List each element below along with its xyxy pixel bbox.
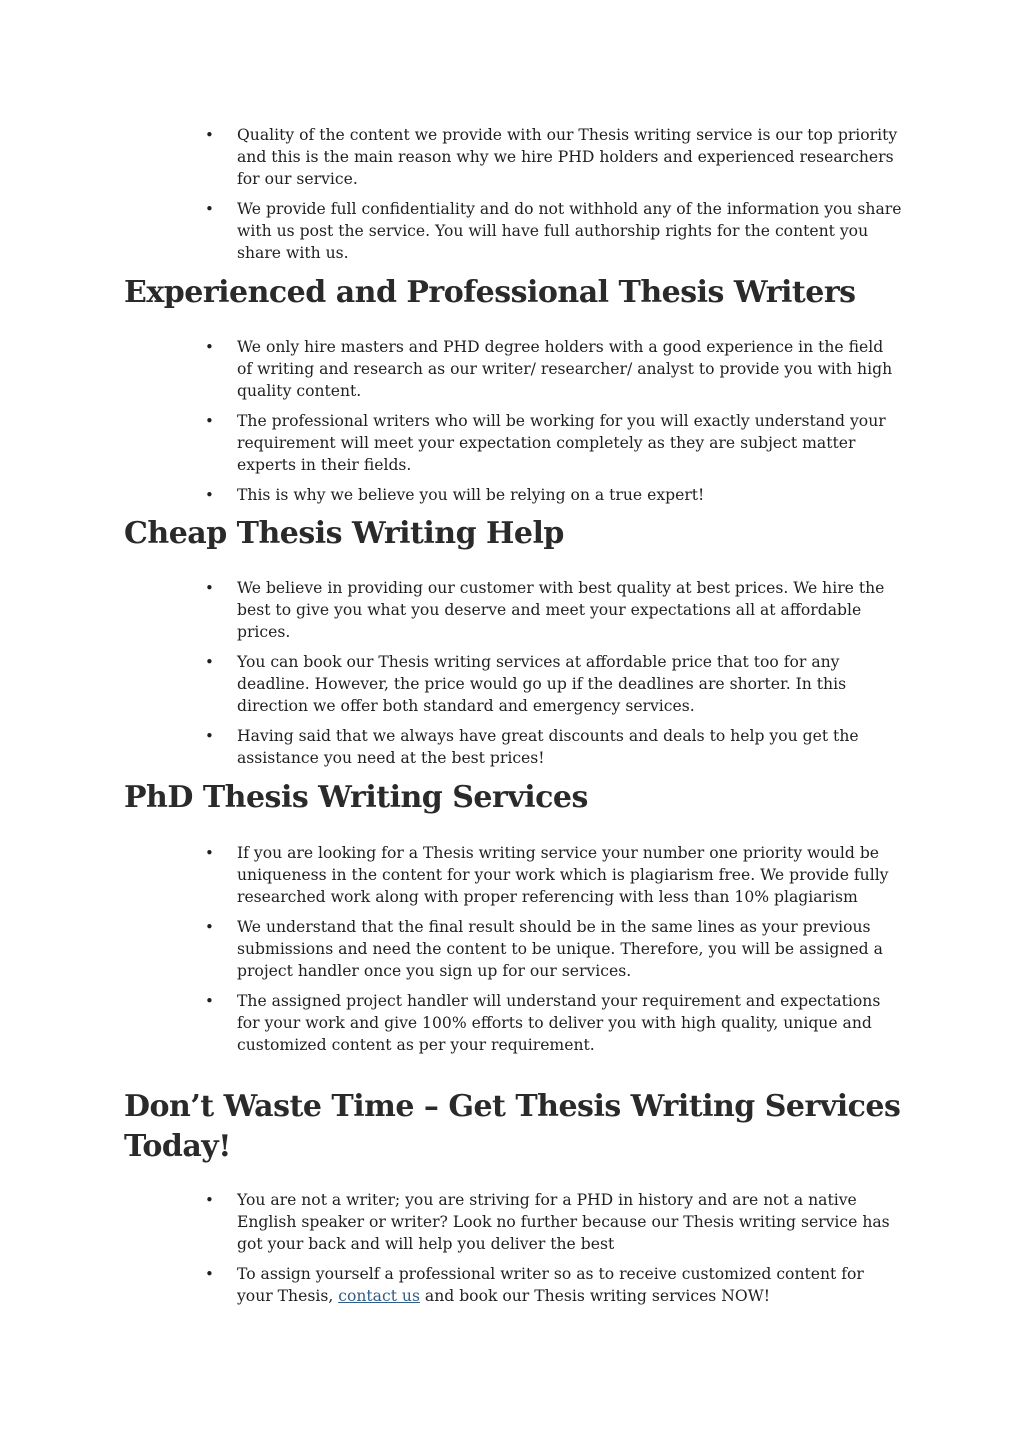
- list-item: • You are not a writer; you are striving for a PHD in history and are not a native English speaker or writer? Look no further because our Thesis writing service has got your back and will help you deliver the best: [205, 1191, 890, 1253]
- bullet-icon: •: [205, 918, 214, 936]
- contact-us-link[interactable]: contact us: [338, 1287, 420, 1305]
- bullet-icon: •: [205, 200, 214, 218]
- bullet-icon: •: [205, 412, 214, 430]
- bullet-icon: •: [205, 1265, 214, 1283]
- intro-bullet-list: [0, 124, 902, 272]
- list-item: • This is why we believe you will be relying on a true expert!: [205, 486, 705, 504]
- list-item: • You can book our Thesis writing services at affordable price that too for any deadline. However, the price would go up if the deadlines are shorter. In this direction we offer both standard and emergency services.: [205, 653, 847, 715]
- bullet-icon: •: [205, 992, 214, 1010]
- bullet-icon: •: [205, 579, 214, 597]
- experienced-writers-list: [0, 336, 902, 514]
- cheap-help-list: [0, 577, 902, 777]
- list-item: • To assign yourself a professional writer so as to receive customized content for your Thesis, contact us and book our Thesis writing services NOW!: [205, 1265, 864, 1305]
- phd-services-list: [0, 842, 902, 1064]
- bullet-icon: •: [205, 486, 214, 504]
- bullet-icon: •: [205, 844, 214, 862]
- section-heading-phd-services: PhD Thesis Writing Services: [124, 780, 588, 815]
- section-heading-experienced-writers: Experienced and Professional Thesis Writers: [124, 275, 856, 310]
- bullet-icon: •: [205, 338, 214, 356]
- list-item: • We only hire masters and PHD degree holders with a good experience in the field of writing and research as our writer/ researcher/ analyst to provide you with high quality content.: [205, 338, 893, 400]
- list-item: • We understand that the final result should be in the same lines as your previous submissions and need the content to be unique. Therefore, you will be assigned a project handler once you sign up for our services.: [205, 918, 883, 980]
- list-item: • We believe in providing our customer with best quality at best prices. We hire the best to give you what you deserve and meet your expectations all at affordable prices.: [205, 579, 885, 641]
- bullet-icon: •: [205, 727, 214, 745]
- bullet-icon: •: [205, 1191, 214, 1209]
- section-heading-dont-waste-time: Don’t Waste Time – Get Thesis Writing Services Today!: [124, 1089, 901, 1164]
- list-item: • If you are looking for a Thesis writing service your number one priority would be uniqueness in the content for your work which is plagiarism free. We provide fully researched work along with proper referencing with less than 10% plagiarism: [205, 844, 889, 906]
- list-item: • Having said that we always have great discounts and deals to help you get the assistance you need at the best prices!: [205, 727, 859, 767]
- dont-waste-time-list: [0, 1189, 902, 1315]
- bullet-icon: •: [205, 126, 214, 144]
- list-item: • We provide full confidentiality and do not withhold any of the information you share with us post the service. You will have full authorship rights for the content you share with us.: [205, 200, 902, 262]
- list-item: • The assigned project handler will understand your requirement and expectations for your work and give 100% efforts to deliver you with high quality, unique and customized content as per your requirement.: [205, 992, 881, 1054]
- section-heading-cheap-help: Cheap Thesis Writing Help: [124, 516, 564, 551]
- bullet-icon: •: [205, 653, 214, 671]
- list-item: • Quality of the content we provide with our Thesis writing service is our top priority and this is the main reason why we hire PHD holders and experienced researchers for our service.: [205, 126, 898, 188]
- list-item: • The professional writers who will be working for you will exactly understand your requirement will meet your expectation completely as they are subject matter experts in their fields.: [205, 412, 886, 474]
